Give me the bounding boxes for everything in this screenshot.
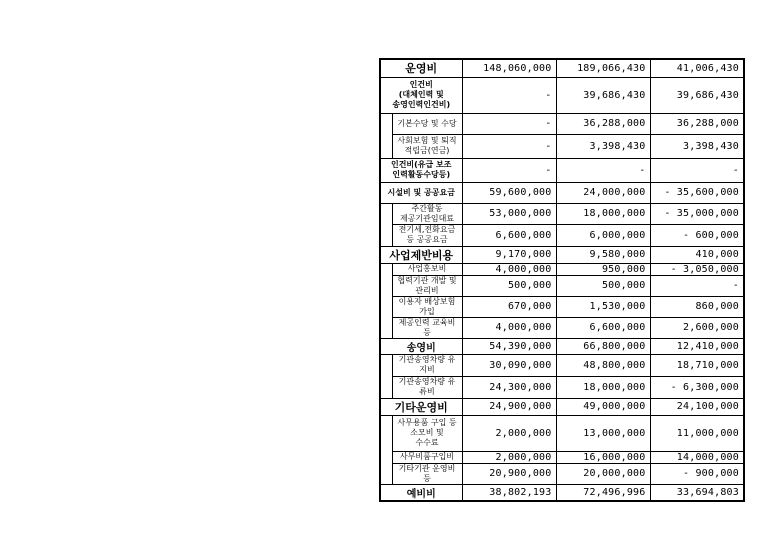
- row-label: 예비비: [380, 484, 462, 501]
- cell-value: 670,000: [462, 296, 556, 317]
- cell-value: 860,000: [650, 296, 744, 317]
- cell-value: 20,900,000: [462, 463, 556, 484]
- cell-value: - 35,000,000: [650, 203, 744, 224]
- cell-value: 72,496,996: [556, 484, 650, 501]
- cell-value: -: [462, 77, 556, 113]
- cell-value: 2,600,000: [650, 317, 744, 338]
- cell-value: - 3,050,000: [650, 263, 744, 275]
- row-label: 협력기관 개발 및 관리비: [392, 275, 462, 296]
- row-label: 송영비: [380, 338, 462, 354]
- cell-value: -: [462, 134, 556, 158]
- cell-value: 18,000,000: [556, 203, 650, 224]
- row-label: 기타운영비: [380, 398, 462, 415]
- cell-value: 950,000: [556, 263, 650, 275]
- table-row: [380, 415, 744, 451]
- table-row: [380, 246, 744, 263]
- cell-value: - 6,300,000: [650, 376, 744, 398]
- cell-value: 24,000,000: [556, 182, 650, 203]
- cell-value: 39,686,430: [556, 77, 650, 113]
- cell-value: 11,000,000: [650, 415, 744, 451]
- indent-cell: [380, 203, 392, 246]
- table-row: [380, 59, 744, 77]
- cell-value: 500,000: [462, 275, 556, 296]
- table-row: [380, 113, 744, 134]
- cell-value: 6,600,000: [556, 317, 650, 338]
- row-label: 기관송영차량 유 류비: [392, 376, 462, 398]
- table-row: [380, 317, 744, 338]
- cell-value: 4,000,000: [462, 317, 556, 338]
- row-label: 사업홍보비: [392, 263, 462, 275]
- cell-value: -: [650, 275, 744, 296]
- table-row: [380, 182, 744, 203]
- cell-value: 14,000,000: [650, 451, 744, 463]
- table-row: [380, 338, 744, 354]
- table-row: [380, 158, 744, 182]
- table-row: [380, 376, 744, 398]
- cell-value: 24,900,000: [462, 398, 556, 415]
- cell-value: 18,000,000: [556, 376, 650, 398]
- cell-value: 189,066,430: [556, 59, 650, 77]
- row-label: 기본수당 및 수당: [392, 113, 462, 134]
- table-row: [380, 398, 744, 415]
- cell-value: 41,006,430: [650, 59, 744, 77]
- cell-value: - 900,000: [650, 463, 744, 484]
- cell-value: 3,398,430: [556, 134, 650, 158]
- row-label: 사업제반비용: [380, 246, 462, 263]
- cell-value: 48,800,000: [556, 354, 650, 376]
- table-row: [380, 224, 744, 246]
- cell-value: - 600,000: [650, 224, 744, 246]
- cell-value: 1,530,000: [556, 296, 650, 317]
- row-label: 사무비품구입비: [392, 451, 462, 463]
- cell-value: 36,288,000: [556, 113, 650, 134]
- cell-value: 59,600,000: [462, 182, 556, 203]
- cell-value: 2,000,000: [462, 451, 556, 463]
- row-label: 제공인력 교육비 등: [392, 317, 462, 338]
- table-row: [380, 451, 744, 463]
- row-label: 전기세,전화요금 등 공공요금: [392, 224, 462, 246]
- cell-value: 148,060,000: [462, 59, 556, 77]
- row-label: 이용자 배상보험 가입: [392, 296, 462, 317]
- row-label: 운영비: [380, 59, 462, 77]
- indent-cell: [380, 113, 392, 158]
- table-row: [380, 77, 744, 113]
- cell-value: 4,000,000: [462, 263, 556, 275]
- cell-value: -: [650, 158, 744, 182]
- cell-value: 500,000: [556, 275, 650, 296]
- cell-value: 24,300,000: [462, 376, 556, 398]
- cell-value: 49,000,000: [556, 398, 650, 415]
- row-label: 인건비(유급 보조 인력활동수당등): [380, 158, 462, 182]
- cell-value: 2,000,000: [462, 415, 556, 451]
- cell-value: 13,000,000: [556, 415, 650, 451]
- cell-value: 16,000,000: [556, 451, 650, 463]
- cell-value: 9,580,000: [556, 246, 650, 263]
- cell-value: 410,000: [650, 246, 744, 263]
- budget-table: [379, 58, 745, 502]
- table-row: [380, 134, 744, 158]
- row-label: 시설비 및 공공요금: [380, 182, 462, 203]
- indent-cell: [380, 415, 392, 484]
- row-label: 사회보험 및 퇴직 적립금(연금): [392, 134, 462, 158]
- table-row: [380, 296, 744, 317]
- cell-value: 38,802,193: [462, 484, 556, 501]
- cell-value: 3,398,430: [650, 134, 744, 158]
- cell-value: 36,288,000: [650, 113, 744, 134]
- cell-value: 66,800,000: [556, 338, 650, 354]
- cell-value: 24,100,000: [650, 398, 744, 415]
- table-row: [380, 275, 744, 296]
- cell-value: -: [462, 113, 556, 134]
- cell-value: 39,686,430: [650, 77, 744, 113]
- indent-cell: [380, 354, 392, 398]
- cell-value: -: [462, 158, 556, 182]
- row-label: 사무용품 구입 등 소모비 및 수수료: [392, 415, 462, 451]
- cell-value: - 35,600,000: [650, 182, 744, 203]
- cell-value: 6,000,000: [556, 224, 650, 246]
- table-row: [380, 354, 744, 376]
- cell-value: 6,600,000: [462, 224, 556, 246]
- row-label: 기관송영차량 유 지비: [392, 354, 462, 376]
- cell-value: 12,410,000: [650, 338, 744, 354]
- table-row: [380, 484, 744, 501]
- cell-value: 53,000,000: [462, 203, 556, 224]
- cell-value: 33,694,803: [650, 484, 744, 501]
- cell-value: 18,710,000: [650, 354, 744, 376]
- table-row: [380, 203, 744, 224]
- indent-cell: [380, 263, 392, 338]
- cell-value: 54,390,000: [462, 338, 556, 354]
- table-row: [380, 463, 744, 484]
- cell-value: -: [556, 158, 650, 182]
- cell-value: 20,000,000: [556, 463, 650, 484]
- cell-value: 30,090,000: [462, 354, 556, 376]
- table-row: [380, 263, 744, 275]
- row-label: 인건비 (대체인력 및 송영인력인건비): [380, 77, 462, 113]
- row-label: 기타기관 운영비 등: [392, 463, 462, 484]
- row-label: 주간활동 제공기관임대료: [392, 203, 462, 224]
- cell-value: 9,170,000: [462, 246, 556, 263]
